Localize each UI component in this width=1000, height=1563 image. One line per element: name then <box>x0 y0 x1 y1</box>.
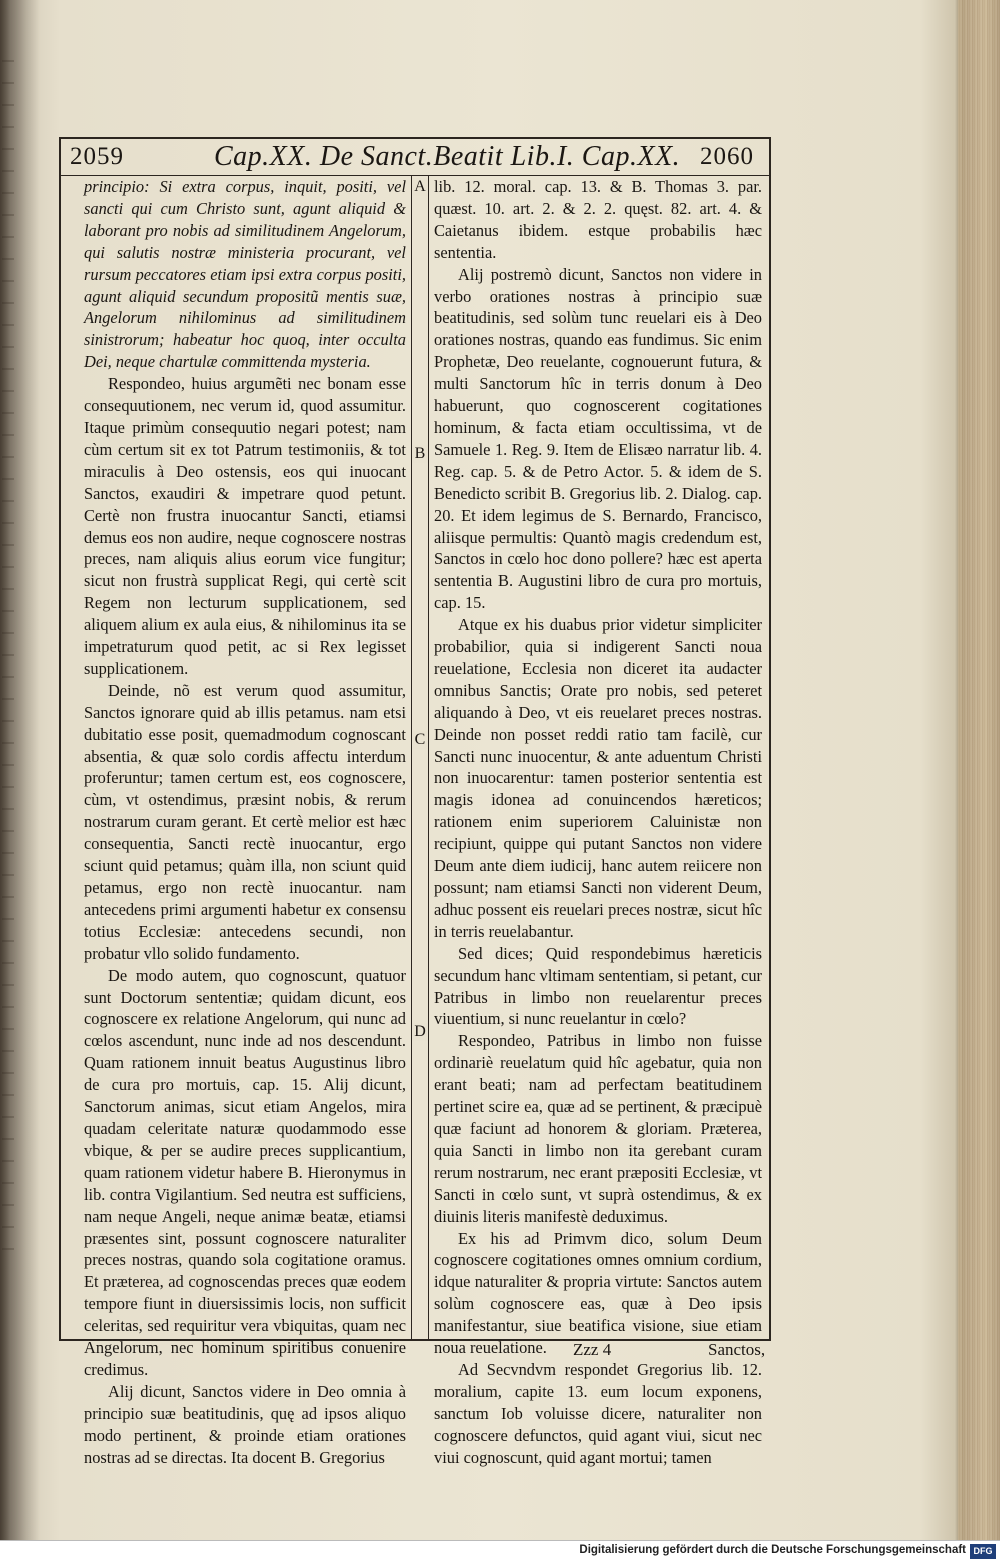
funding-credit: Digitalisierung gefördert durch die Deutsche Forschungsgemeinschaft <box>579 1544 966 1556</box>
paragraph: De modo autem, quo cognoscunt, quatuor sunt Doctorum sententiæ; quidam dicunt, eos cognoscere ex relatione Angelorum, qui nunc ad cœlos ascendunt, nunc inde ad nos descendunt. Quam rationem innuit beatus Augustinus libro de cura pro mortuis, cap. 15. Alij dicunt, Sanctorum animas, sicut etiam Angelos, mira quadam celeritate naturæ quodammodo esse vbique, & per se audire preces supplicantium, quam rationem videtur habere B. Hieronymus in lib. contra Vigilantium. Sed neutra est sufficiens, nam neque Angeli, neque animæ beatæ, etiamsi præsentes sint, possunt cognoscere naturaliter preces nostras, quando sola cogitatione oramus. Et præterea, ad cognoscendas preces quæ eodem tempore fiunt in diuersissimis locis, non sufficit celeritas, sed requiritur vera vbiquitas, quam nec Angelorum, nec hominum spiritibus conuenire credimus. <box>84 965 406 1379</box>
margin-letter-d: D <box>412 1023 428 1041</box>
credit-bar <box>0 1540 1000 1563</box>
paragraph: principio: Si extra corpus, inquit, positi, vel sancti qui cum Christo sunt, agunt aliquid & laborant pro nobis ad similitudinem Angelorum, qui salutis nostræ ministeria procurant, vel rursum peccatores etiam ipsi extra corpus positi, agunt aliquid secundum propositũ mentis suæ, Angelorum nihilominus ad similitudinem sinistrorum; habeatur hoc quoq, inter occulta Dei, neque chartulæ committenda mysteria. <box>84 177 406 372</box>
margin-letter-b: B <box>412 445 428 463</box>
paragraph: Atque ex his duabus prior videtur simpliciter probabilior, quia si indigerent Sancti noua reuelatione, Ecclesia non diceret ita audacter omnibus Sanctis; Orate pro nobis, sed peteret aliquando à Deo, vt eis reuelaret preces nostras. Deinde non posset reddi ratio tam facilè, cur Sancti nunc inuocentur, & ante aduentum Christi non inuocarentur: tamen posterior sententia est magis idonea ad conuincendos hæreticos; rationem enim superiorem Caluinistæ non recipiunt, quippe qui putant Sanctos non videre Deum ante diem iudicij, hanc autem reiicere non possunt; nam etiamsi Sancti non viderent Deum, adhuc possent eis reuelari preces nostræ, sicut hîc in terris reuelabantur. <box>434 615 762 941</box>
dfg-logo: DFG <box>970 1544 996 1559</box>
margin-letter-c: C <box>412 731 428 749</box>
paragraph: Sed dices; Quid respondebimus hæreticis secundum hanc vltimam sententiam, si petant, cur Patribus in limbo non reuelarentur preces viuentium, si nunc reuelantur in cœlo? <box>434 943 762 1029</box>
paragraph: Alij dicunt, Sanctos videre in Deo omnia à principio suæ beatitudinis, quę ad ipsos aliquo modo pertinent, & proinde etiam orationes nostras ad se directas. Ita docent B. Gregorius <box>84 1381 406 1467</box>
right-column <box>434 176 762 1468</box>
paragraph: Respondeo, huius argumẽti nec bonam esse consequutionem, nec verum id, quod assumitur. Itaque primùm consequutio negari potest; nam cùm certum sit ex tot Patrum testimoniis, & tot miraculis à Deo ostensis, eos qui inuocant Sanctos, exaudiri & impetrare quod petunt. Certè non frustra inuocantur Sancti, etiamsi demus eos non audire, neque cognoscere nostras preces, nam aliquis alius eorum vice fungitur; sicut non frustrà supplicat Regi, qui certè scit Regem non lecturum supplicationem, sed aliquem alium ex aula eius, & nihilominus ita se impetraturum quod petit, ac si Rex legisset supplicationem. <box>84 374 406 678</box>
paragraph: lib. 12. moral. cap. 13. & B. Thomas 3. par. quæst. 10. art. 2. & 2. 2. quęst. 82. art. 4. & Caietanus ibidem. estque probabilis hæc sententia. <box>434 177 762 262</box>
page-number-right: 2060 <box>700 143 754 170</box>
signature-mark: Zzz 4 <box>573 1340 612 1359</box>
column-rule-left <box>411 176 412 1339</box>
margin-letter-a: A <box>412 178 428 196</box>
catchword: Sanctos, <box>708 1340 766 1359</box>
paragraph: Alij postremò dicunt, Sanctos non videre in verbo orationes nostras à principio suæ beatitudinis, sed solùm tunc reuelari eis à Deo orationes nostras, quando eas fundimus. Sic enim Prophetæ, Deo reuelante, cognouerunt futura, & multi Sanctorum hîc in terris donum à Deo habuerunt, quo cognoscerent cogitationes hominum, & facta etiam occultissima, vt de Samuele 1. Reg. 9. Item de Elisæo narratur lib. 4. Reg. cap. 5. & de Petro Actor. 5. & idem de S. Benedicto scribit B. Gregorius lib. 2. Dialog. cap. 20. Et idem legimus de S. Bernardo, Francisco, aliisque permultis: Quantò magis credendum est, Sanctos in cœlo hoc dono pollere? hæc est aperta sententia B. Augustini libro de cura pro mortuis, cap. 15. <box>434 264 762 613</box>
paragraph: Ex his ad Primvm dico, solum Deum cognoscere cogitationes omnes omnium cordium, idque naturaliter & propria virtute: Sanctos autem solùm cognoscere eas, quæ à Deo ipsis manifestantur, siue beatifica visione, siue etiam noua reuelatione. <box>434 1228 762 1358</box>
gutter-shadow <box>0 0 40 1540</box>
book-page-edges <box>958 0 1000 1540</box>
column-rule-right <box>428 176 429 1339</box>
paragraph: Ad Secvndvm respondet Gregorius lib. 12. moralium, capite 13. eum locum exponens, sanctum Iob voluisse dicere, naturaliter non cognoscere defunctos, quid agant viui, sicut nec viui cognoscunt, quid agant mortui; tamen <box>434 1359 762 1467</box>
paragraph: Respondeo, Patribus in limbo non fuisse ordinariè reuelatum quid hîc agebatur, quia non erant beati; nam ad perfectam beatitudinem pertinet scire ea, quæ ad se pertinent, & præcipuè quæ faciunt ad honorem & gloriam. Præterea, quia Sancti in limbo non ita gerebant curam rerum nostrarum, nec erant præpositi Ecclesiæ, vt Sancti in cœlo sunt, vt suprà ostendimus, & ex diuinis literis manifestè deduximus. <box>434 1031 762 1226</box>
running-title: Cap.XX. De Sanct.Beatit Lib.I. Cap.XX. <box>214 141 681 172</box>
page-number-left: 2059 <box>70 143 124 170</box>
left-column <box>84 176 406 1468</box>
paragraph: Deinde, nõ est verum quod assumitur, Sanctos ignorare quid ab illis petamus. nam etsi dubitatio esse posit, quemadmodum cognoscant absentia, & quæ solo cordis affectu interdum proferuntur; tamen certum est, eos cognoscere, cùm, vt ostendimus, præsint nobis, & rerum nostrarum curam gerant. Et certè melior est hæc consequentia, Sancti rectè inuocantur, ergo sciunt quid petamus; quàm illa, non sciunt quid petamus, ergo non rectè inuocantur. nam antecedens primi argumenti habetur ex consensu totius Ecclesiæ: antecedens secundi, non probatur vllo solido fundamento. <box>84 680 406 963</box>
